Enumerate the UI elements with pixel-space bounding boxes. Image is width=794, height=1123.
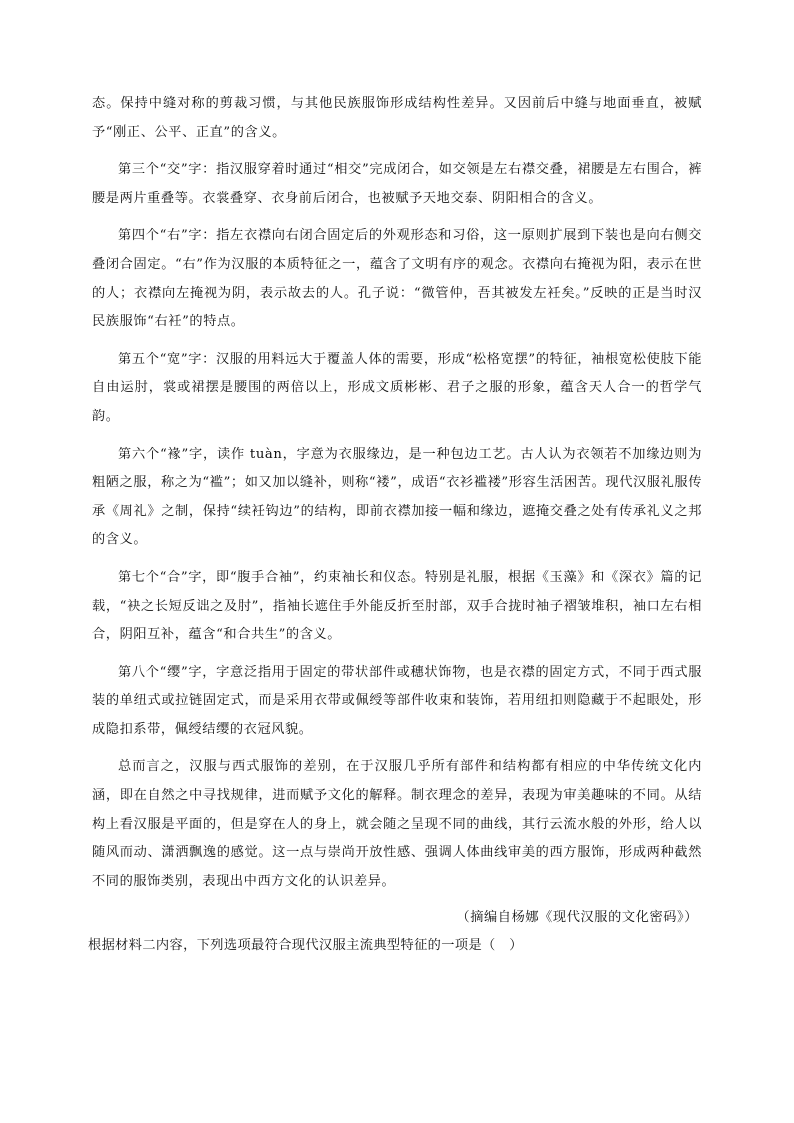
paragraph-tuan: 第六个“褖”字，读作 tuàn，字意为衣服缘边，是一种包边工艺。古人认为衣领若不加缘边则为粗陋之服，称之为“褴”；如又加以缝补，则称“褛”，成语“衣衫褴褛”形容生活困苦。现代汉服礼服传承《周礼》之制，保持“续衽钩边”的结构，即前衣襟加接一幅和缘边，遮掩交叠之处有传承礼义之邦的含义。 <box>92 446 702 548</box>
paragraph-continuation: 态。保持中缝对称的剪裁习惯，与其他民族服饰形成结构性差异。又因前后中缝与地面垂直，被赋予“刚正、公平、正直”的含义。 <box>92 96 702 140</box>
source-citation: （摘编自杨娜《现代汉服的文化密码》） <box>456 910 698 926</box>
paragraph-he: 第七个“合”字，即“腹手合袖”，约束袖长和仪态。特别是礼服，根据《玉藻》和《深衣》篇的记载，“袂之长短反诎之及肘”，指袖长遮住手外能反折至肘部，双手合拢时袖子褶皱堆积，袖口左右相合，阴阳互补，蕴含“和合共生”的含义。 <box>92 569 702 643</box>
paragraph-you: 第四个“右”字：指左衣襟向右闭合固定后的外观形态和习俗，这一原则扩展到下装也是向右侧交叠闭合固定。“右”作为汉服的本质特征之一，蕴含了文明有序的观念。衣襟向右掩视为阳，表示在世的人；衣襟向左掩视为阴，表示故去的人。孔子说：“微管仲，吾其被发左衽矣。”反映的正是当时汉民族服饰“右衽”的特点。 <box>92 228 702 330</box>
paragraph-jiao: 第三个“交”字：指汉服穿着时通过“相交”完成闭合，如交领是左右襟交叠，裙腰是左右围合，裤腰是两片重叠等。衣裳叠穿、衣身前后闭合，也被赋予天地交泰、阴阳相合的含义。 <box>92 162 702 206</box>
paragraph-conclusion: 总而言之，汉服与西式服饰的差别，在于汉服几乎所有部件和结构都有相应的中华传统文化内涵，即在自然之中寻找规律，进而赋予文化的解释。制衣理念的差异，表现为审美趣味的不同。从结构上看汉服是平面的，但是穿在人的身上，就会随之呈现不同的曲线，其行云流水般的外形，给人以随风而动、潇洒飘逸的感觉。这一点与崇尚开放性感、强调人体曲线审美的西方服饰，形成两种截然不同的服饰类别，表现出中西方文化的认识差异。 <box>92 759 702 889</box>
question-prompt: 根据材料二内容，下列选项最符合现代汉服主流典型特征的一项是（ ） <box>88 938 523 954</box>
paragraph-kuan: 第五个“宽”字：汉服的用料远大于覆盖人体的需要，形成“松格宽摆”的特征，袖根宽松使肢下能自由运肘，裳或裙摆是腰围的两倍以上，形成文质彬彬、君子之服的形象，蕴含天人合一的哲学气韵。 <box>92 351 702 424</box>
paragraph-ying: 第八个“缨”字，字意泛指用于固定的带状部件或穗状饰物，也是衣襟的固定方式，不同于西式服装的单纽式或拉链固定式，而是采用衣带或佩绶等部件收束和装饰，若用纽扣则隐藏于不起眼处，形成隐扣系带，佩绶结缨的衣冠风貌。 <box>92 664 702 737</box>
document-page <box>88 90 702 959</box>
